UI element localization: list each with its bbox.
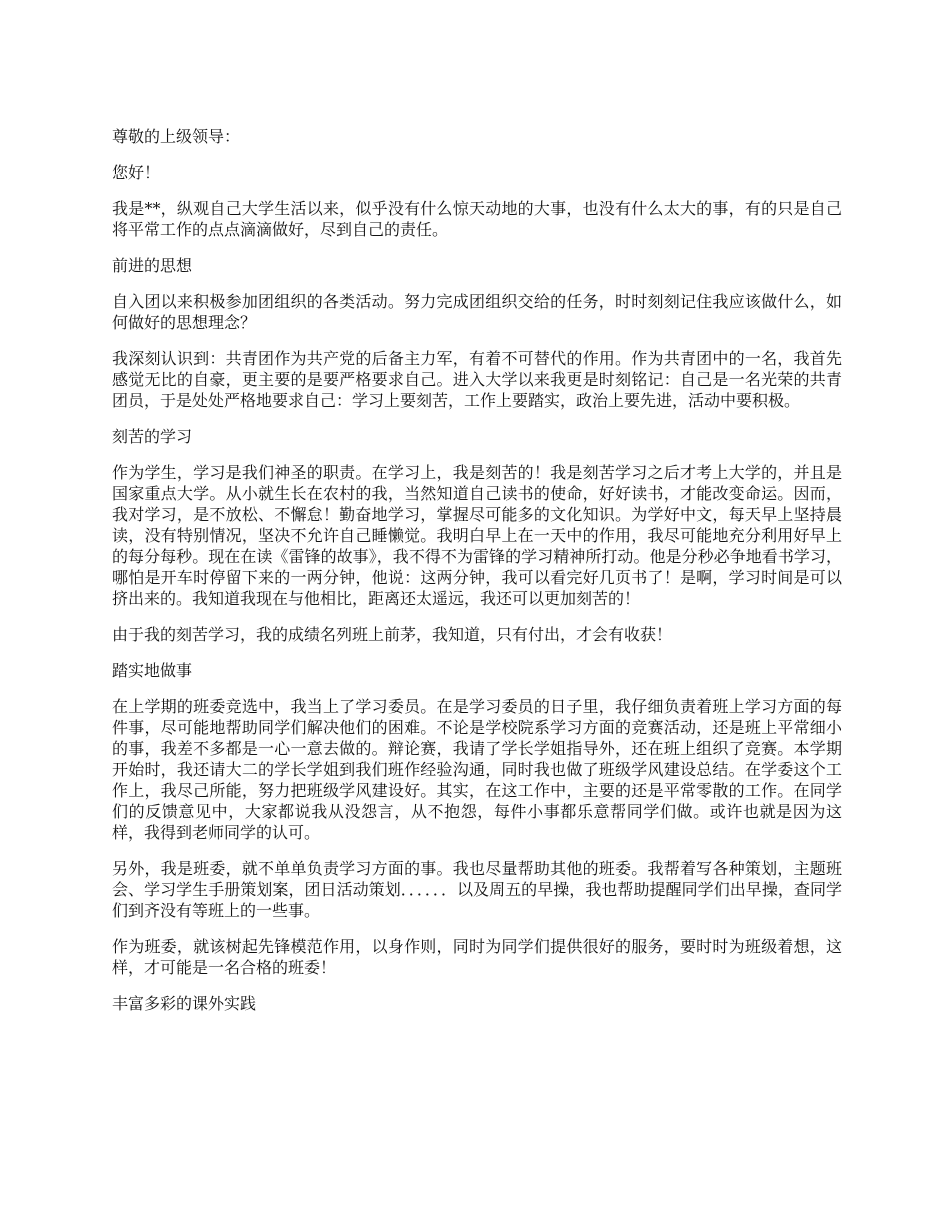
section-heading-study: 刻苦的学习 (112, 427, 193, 446)
paragraph-league-member: 我深刻认识到：共青团作为共产党的后备主力军，有着不可替代的作用。作为共青团中的一名，我首先感觉无比的自豪，更主要的是要严格要求自己。进入大学以来我更是时刻铭记：自己是一名光荣的共青团员，于是处处严格地要求自己：学习上要刻苦，工作上要踏实，政治上要先进，活动中要积极。 (112, 349, 842, 410)
section-heading-thought: 前进的思想 (112, 256, 193, 275)
paragraph-role-model: 作为班委，就该树起先锋模范作用，以身作则，同时为同学们提供很好的服务，要时时为班级着想，这样，才可能是一名合格的班委！ (112, 937, 842, 977)
greeting: 您好！ (112, 163, 161, 182)
paragraph-study: 作为学生，学习是我们神圣的职责。在学习上，我是刻苦的！我是刻苦学习之后才考上大学的，并且是国家重点大学。从小就生长在农村的我，当然知道自己读书的使命，好好读书，才能改变命运。因而，我对学习，是不放松、不懈怠！勤奋地学习，掌握尽可能多的文化知识。为学好中文，每天早上坚持晨读，没有特别情况，坚决不允许自己睡懒觉。我明白早上在一天中的作用，我尽可能地充分利用好早上的每分每秒。现在在读《雷锋的故事》，我不得不为雷锋的学习精神所打动。他是分秒必争地看书学习，哪怕是开车时停留下来的一两分钟，他说：这两分钟，我可以看完好几页书了！是啊，学习时间是可以挤出来的。我知道我现在与他相比，距离还太遥远，我还可以更加刻苦的！ (112, 463, 842, 608)
salutation: 尊敬的上级领导： (112, 127, 241, 146)
paragraph-activities: 自入团以来积极参加团组织的各类活动。努力完成团组织交给的任务，时时刻刻记住我应该做什么，如何做好的思想理念？ (112, 292, 842, 332)
intro-paragraph: 我是**，纵观自己大学生活以来，似乎没有什么惊天动地的大事，也没有什么太大的事，有的只是自己将平常工作的点点滴滴做好，尽到自己的责任。 (112, 199, 842, 239)
paragraph-grades: 由于我的刻苦学习，我的成绩名列班上前茅，我知道，只有付出，才会有收获！ (112, 625, 673, 644)
paragraph-other-duties: 另外，我是班委，就不单单负责学习方面的事。我也尽量帮助其他的班委。我帮着写各种策划，主题班会、学习学生手册策划案，团日活动策划．．．．．．以及周五的早操，我也帮助提醒同学们出早操，查同学们到齐没有等班上的一些事。 (112, 859, 842, 920)
section-heading-practice: 丰富多彩的课外实践 (112, 994, 257, 1013)
paragraph-study-committee: 在上学期的班委竞选中，我当上了学习委员。在是学习委员的日子里，我仔细负责着班上学习方面的每件事，尽可能地帮助同学们解决他们的困难。不论是学校院系学习方面的竞赛活动，还是班上平常细小的事，我差不多都是一心一意去做的。辩论赛，我请了学长学姐指导外，还在班上组织了竞赛。本学期开始时，我还请大二的学长学姐到我们班作经验沟通，同时我也做了班级学风建设总结。在学委这个工作上，我尽己所能，努力把班级学风建设好。其实，在这工作中，主要的还是平常零散的工作。在同学们的反馈意见中，大家都说我从没怨言，从不抱怨，每件小事都乐意帮同学们做。或许也就是因为这样，我得到老师同学的认可。 (112, 697, 842, 842)
document-body (112, 126, 842, 1029)
section-heading-work: 踏实地做事 (112, 661, 193, 680)
